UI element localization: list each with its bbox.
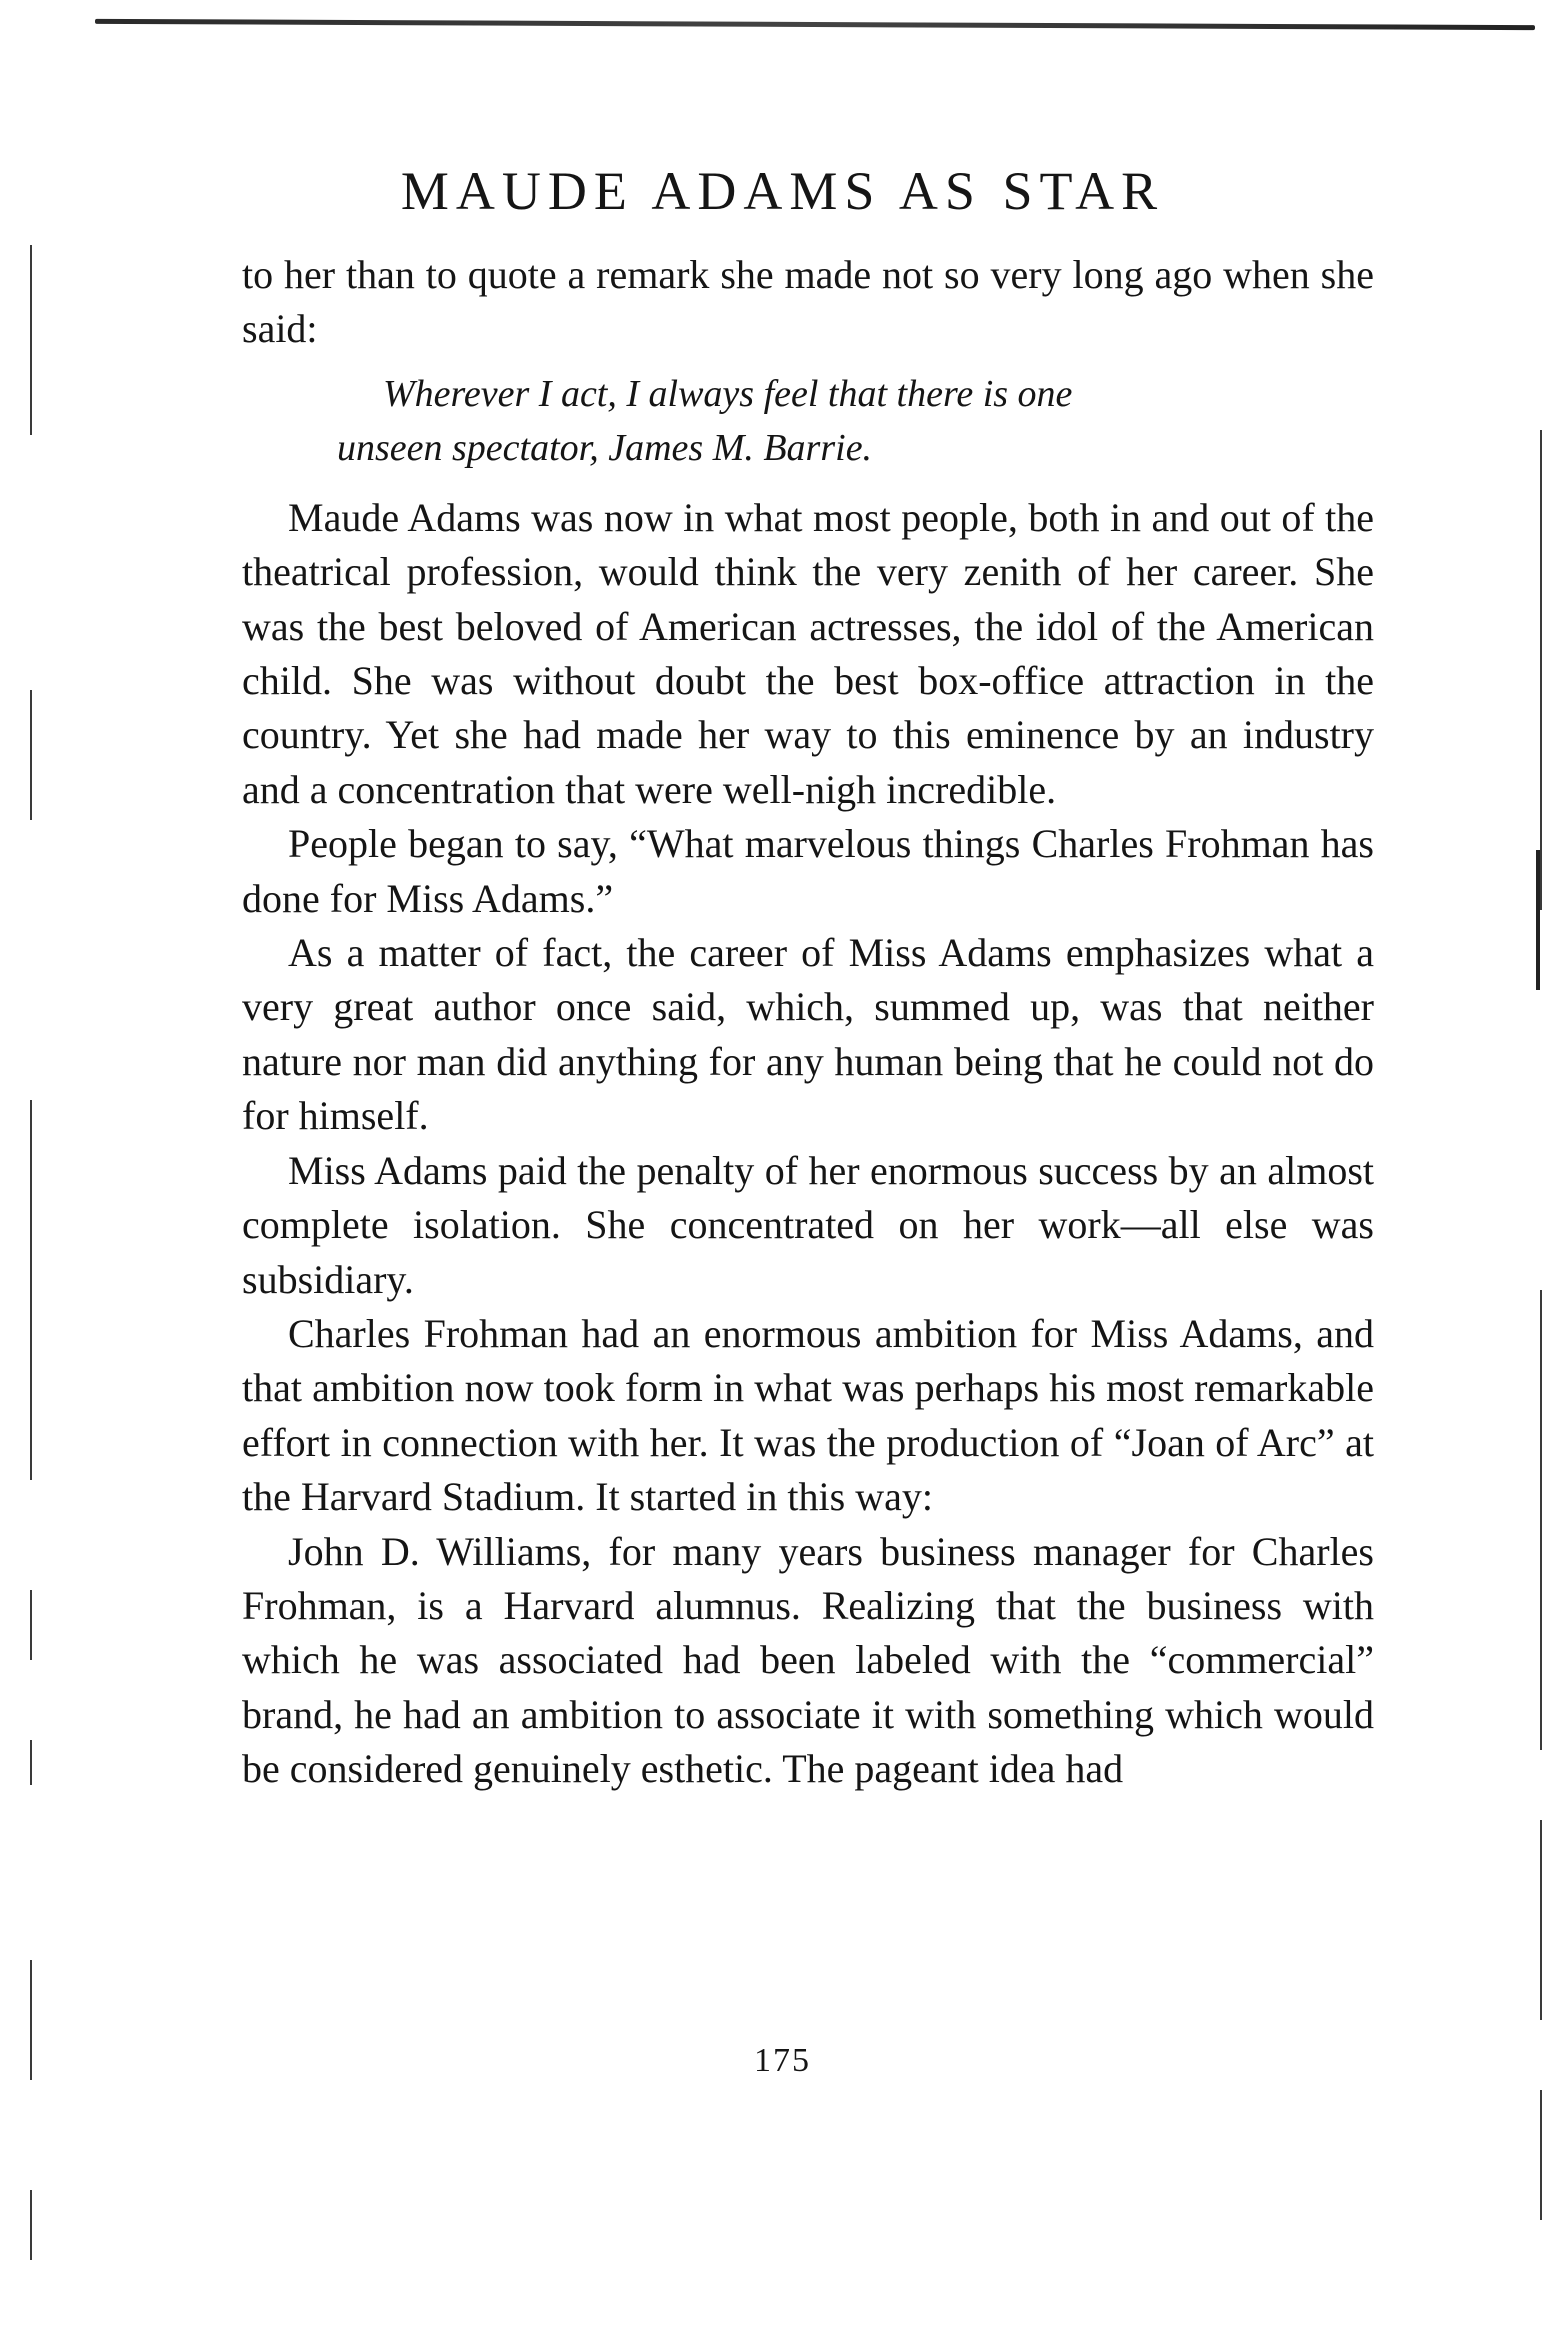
right-margin-mark: [1540, 430, 1542, 910]
left-margin-mark: [30, 1740, 32, 1785]
paragraph: As a matter of fact, the career of Miss Adams emphasizes what a very great author once said, which, summed up, was that neither nature nor man did anything for any human being that he could not do for himself.: [242, 930, 1374, 1139]
left-margin-mark: [30, 1100, 32, 1480]
left-margin-mark: [30, 1590, 32, 1660]
quote-line: unseen spectator, James M. Barrie.: [337, 426, 873, 469]
right-margin-mark: [1540, 2090, 1542, 2220]
left-margin-mark: [30, 245, 32, 435]
paragraph: Charles Frohman had an enormous ambition for Miss Adams, and that ambition now took form in what was perhaps his most remarkable effort in connection with her. It was the production of “Joan of Arc” at the Harvard Stadium. It started in this way:: [242, 1310, 1374, 1520]
right-margin-mark: [1540, 1290, 1542, 1750]
right-margin-mark: [1536, 850, 1540, 990]
paragraph: John D. Williams, for many years business manager for Charles Frohman, is a Harvard alumnus. Realizing that the business with which he was associated had been labeled with the “commercial” brand, he had an ambition to associate it with something which would be considered genuinely esthetic. The pageant idea had: [242, 1528, 1374, 1792]
paragraph: Miss Adams paid the penalty of her enormous success by an almost complete isolation. She concentrated on her work—all else was subsidiary.: [242, 1147, 1374, 1302]
left-margin-mark: [30, 2190, 32, 2260]
opening-paragraph: to her than to quote a remark she made not so very long ago when she said:: [242, 252, 1374, 352]
running-head: MAUDE ADAMS AS STAR: [400, 161, 1165, 221]
paragraph: Maude Adams was now in what most people, both in and out of the theatrical profession, would think the very zenith of her career. She was the best beloved of American actresses, the idol of the American child. She was without doubt the best box-office attraction in the country. Yet she had made her way to this eminence by an industry and a concentration that were well-nigh incredible.: [242, 494, 1374, 812]
left-margin-mark: [30, 690, 32, 820]
quote-line: Wherever I act, I always feel that there is one: [383, 372, 1073, 415]
paragraph: People began to say, “What marvelous things Charles Frohman has done for Miss Adams.”: [242, 821, 1374, 921]
block-quote: [242, 367, 1374, 475]
right-margin-mark: [1540, 1820, 1542, 2020]
page-text: [242, 248, 1374, 1797]
top-rule: [95, 19, 1535, 30]
page-number: 175: [754, 2042, 811, 2079]
